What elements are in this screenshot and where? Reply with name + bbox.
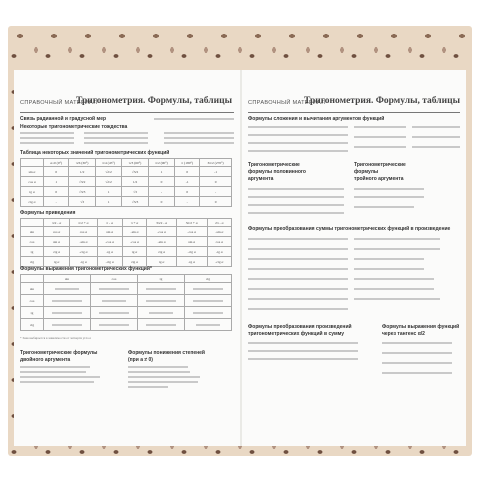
footnote: * Знак выбирается в зависимости от четверти угла α: [20, 336, 91, 340]
header-rule: [248, 112, 460, 113]
left-page-header: [14, 96, 240, 112]
table-row: sin: [21, 283, 232, 295]
formula-line: [164, 132, 234, 134]
formula-line: [354, 196, 424, 198]
formula-line: [128, 386, 168, 388]
section-triple-arg-1: Тригонометрические: [354, 162, 406, 168]
formula-line: [354, 248, 440, 250]
formula-line: [20, 137, 74, 139]
formula-line: [248, 212, 344, 214]
formula-line: [382, 372, 452, 374]
section-values-table: Таблица некоторых значений тригонометрических функций: [20, 150, 170, 156]
formula-line: [248, 350, 358, 352]
table-row: tg ctg α -ctg α -tg α tg α ctg α -ctg α -tg α: [21, 247, 232, 257]
formula-line: [248, 342, 358, 344]
formula-line: [164, 137, 234, 139]
table-row: sin cos tg ctg: [21, 275, 232, 283]
formula-line: [20, 376, 100, 378]
section-tan-half-2: через тангенс α/2: [382, 331, 425, 337]
formula-line: [84, 137, 148, 139]
formula-line: [248, 258, 348, 260]
section-expression: Формулы выражения тригонометрических функций*: [20, 266, 152, 272]
formula-line: [248, 142, 348, 144]
formula-line: [354, 258, 424, 260]
table-row: tg α 0 √3/3 1 √3 - 0 -: [21, 187, 232, 197]
table-row: sin α 0 1/2 √2/2 √3/2 1 0 -1: [21, 167, 232, 177]
section-triple-arg-3: тройного аргумента: [354, 176, 404, 182]
header-rule: [20, 112, 234, 113]
formula-line: [84, 132, 148, 134]
formula-line: [382, 352, 452, 354]
formula-line: [248, 268, 348, 270]
section-sum-to-product: Формулы преобразования суммы тригонометрических функций в произведение: [248, 226, 451, 232]
formula-line: [248, 188, 344, 190]
formula-line: [248, 134, 348, 136]
formula-line: [354, 298, 440, 300]
left-header-title: Тригонометрия. Формулы, таблицы: [76, 96, 232, 106]
formula-line: [354, 136, 406, 138]
section-radian-degree: Связь радианной и градусной мер: [20, 116, 107, 122]
formula-line: [128, 366, 188, 368]
formula-line: [154, 118, 234, 120]
formula-line: [128, 376, 200, 378]
formula-line: [20, 366, 90, 368]
formula-line: [248, 278, 348, 280]
left-header-label: СПРАВОЧНЫЙ МАТЕРИАЛ: [20, 100, 98, 106]
formula-line: [248, 204, 344, 206]
table-row: cos sin α -sin α -cos α -cos α -sin α sin α cos α: [21, 237, 232, 247]
formula-line: [248, 196, 344, 198]
formula-line: [354, 278, 434, 280]
formula-line: [128, 371, 190, 373]
formula-line: [248, 248, 348, 250]
formula-line: [20, 142, 74, 144]
formula-line: [248, 298, 348, 300]
formula-line: [354, 188, 424, 190]
section-reduction: Формулы приведения: [20, 210, 76, 216]
right-header-title: Тригонометрия. Формулы, таблицы: [304, 96, 460, 106]
section-half-arg-2: формулы половинного: [248, 169, 306, 175]
table-row: sin cos α cos α sin α -sin α -cos α -cos α -sin α: [21, 227, 232, 237]
formula-line: [248, 126, 348, 128]
formula-line: [382, 342, 452, 344]
formula-line: [412, 136, 460, 138]
section-triple-arg-2: формулы: [354, 169, 379, 175]
formula-line: [248, 238, 348, 240]
section-identities: Некоторые тригонометрические тождества: [20, 124, 128, 130]
formula-line: [354, 268, 424, 270]
formula-line: [354, 206, 414, 208]
section-power-reduction-2: (при a ≠ 0): [128, 357, 153, 363]
section-tan-half-1: Формулы выражения функций: [382, 324, 460, 330]
table-row: cos α 1 √3/2 √2/2 1/2 0 -1 0: [21, 177, 232, 187]
table-row: ctg tg α -tg α -ctg α ctg α tg α -tg α -ctg α: [21, 257, 232, 267]
formula-line: [354, 126, 406, 128]
table-row: α=0 (0°) π/6 (30°) π/4 (45°) π/3 (60°) π/2 (90°) π (180°) 3π/2 (270°): [21, 159, 232, 167]
section-power-reduction-1: Формулы понижения степеней: [128, 350, 206, 356]
table-row: ctg: [21, 319, 232, 331]
right-page: [242, 70, 466, 446]
formula-line: [20, 371, 86, 373]
section-half-arg-3: аргумента: [248, 176, 274, 182]
table-row: cos: [21, 295, 232, 307]
formula-line: [248, 358, 358, 360]
formula-line: [128, 381, 198, 383]
section-half-arg-1: Тригонометрические: [248, 162, 300, 168]
formula-line: [412, 146, 460, 148]
formula-line: [354, 288, 434, 290]
section-product-to-sum-1: Формулы преобразования произведений: [248, 324, 352, 330]
formula-line: [84, 142, 148, 144]
section-addition: Формулы сложения и вычитания аргументов функций: [248, 116, 385, 122]
left-page: [14, 70, 240, 446]
formula-line: [20, 381, 94, 383]
reduction-table: [20, 218, 232, 267]
formula-line: [164, 142, 234, 144]
table-row: tg: [21, 307, 232, 319]
formula-line: [354, 238, 440, 240]
formula-line: [382, 362, 452, 364]
table-row: ctg α - √3 1 √3/3 0 - 0: [21, 197, 232, 207]
formula-line: [20, 132, 74, 134]
formula-line: [248, 288, 348, 290]
formula-line: [248, 150, 348, 152]
formula-line: [354, 146, 406, 148]
section-product-to-sum-2: тригонометрических функций в сумму: [248, 331, 345, 337]
values-table: [20, 158, 232, 207]
right-header-label: СПРАВОЧНЫЙ МАТЕРИАЛ: [248, 100, 326, 106]
section-double-arg-2: двойного аргумента: [20, 357, 71, 363]
formula-line: [412, 126, 460, 128]
expression-table: [20, 274, 232, 331]
table-row: π/2 - α π/2 + α π - α π + α 3π/2 - α 3π/2 + α 2π - α: [21, 219, 232, 227]
formula-line: [248, 308, 348, 310]
right-page-header: [242, 96, 466, 112]
section-double-arg-1: Тригонометрические формулы: [20, 350, 98, 356]
